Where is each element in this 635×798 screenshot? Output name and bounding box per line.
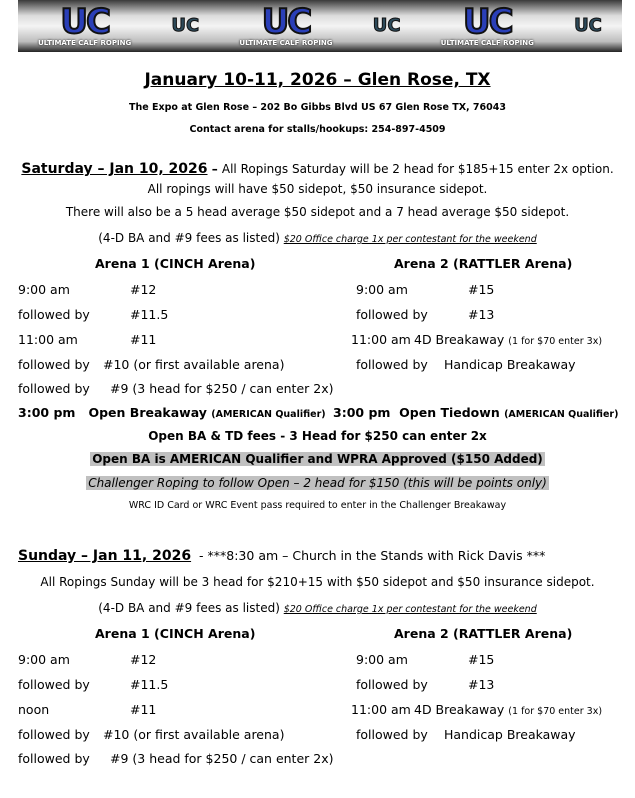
page-title: January 10-11, 2026 – Glen Rose, TX	[144, 70, 491, 90]
header-banner	[18, 0, 622, 52]
contact-info: Contact arena for stalls/hookups: 254-897-4509	[189, 124, 446, 135]
sunday-intro: Sunday – Jan 11, 2026 - ***8:30 am – Church in the Stands with Rick Davis ***	[18, 548, 546, 564]
saturday-heading: Saturday – Jan 10, 2026	[21, 161, 208, 177]
saturday-sidepot-line: All ropings will have $50 sidepot, $50 insurance sidepot.	[147, 182, 488, 196]
open-breakaway: 3:00 pm Open Breakaway (AMERICAN Qualifier)	[18, 405, 326, 420]
open-tiedown: 3:00 pm Open Tiedown (AMERICAN Qualifier)	[333, 405, 619, 420]
open-fees: Open BA & TD fees - 3 Head for $250 can enter 2x	[148, 429, 487, 443]
saturday-fees-line: (4-D BA and #9 fees as listed) $20 Office charge 1x per contestant for the weekend	[98, 231, 537, 245]
uc-roper-logo: UC	[372, 15, 401, 36]
sunday-heading: Sunday – Jan 11, 2026	[18, 548, 192, 564]
saturday-average-line: There will also be a 5 head average $50 sidepot and a 7 head average $50 sidepot.	[65, 205, 570, 219]
uc-roper-logo: UC	[171, 15, 200, 36]
arena1-heading: Arena 1 (CINCH Arena)	[95, 626, 256, 641]
challenger-note: Challenger Roping to follow Open – 2 head for $150 (this will be points only)	[88, 476, 547, 490]
arena1-heading: Arena 1 (CINCH Arena)	[95, 256, 256, 271]
arena2-heading: Arena 2 (RATTLER Arena)	[394, 256, 573, 271]
uc-roper-logo: UC	[574, 15, 602, 36]
uc-logo: UC ULTIMATE CALF ROPING	[239, 2, 333, 47]
venue-address: The Expo at Glen Rose – 202 Bo Gibbs Blvd US 67 Glen Rose TX, 76043	[129, 102, 506, 113]
sunday-office-line: (4-D BA and #9 fees as listed) $20 Office charge 1x per contestant for the weekend	[98, 601, 537, 615]
uc-logo: UC ULTIMATE CALF ROPING	[38, 2, 132, 47]
uc-logo: UC ULTIMATE CALF ROPING	[440, 2, 534, 47]
wrc-note: WRC ID Card or WRC Event pass required to enter in the Challenger Breakaway	[128, 500, 507, 511]
arena2-heading: Arena 2 (RATTLER Arena)	[394, 626, 573, 641]
saturday-intro: Saturday – Jan 10, 2026 – All Ropings Saturday will be 2 head for $185+15 enter 2x option.	[21, 161, 614, 177]
open-ba-note: Open BA is AMERICAN Qualifier and WPRA Approved ($150 Added)	[92, 452, 543, 466]
sunday-fees-line: All Ropings Sunday will be 3 head for $210+15 with $50 sidepot and $50 insurance sidepot.	[40, 575, 595, 589]
